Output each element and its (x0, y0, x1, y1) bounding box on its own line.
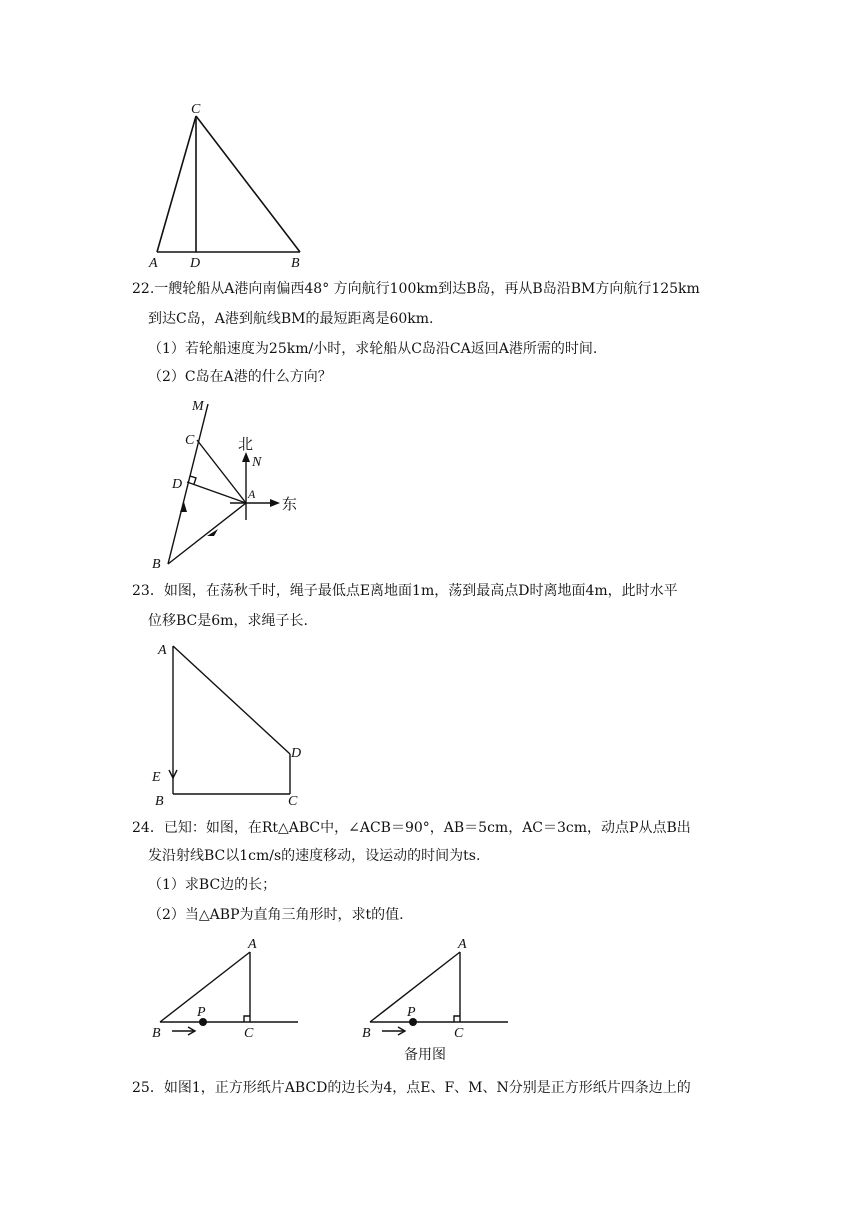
right-triangle-figure-24 (148, 934, 308, 1044)
q25-line1: 25．如图1，正方形纸片ABCD的边长为4，点E、F、M、N分别是正方形纸片四条边上的 (132, 1080, 691, 1096)
bearing-figure-22 (140, 396, 320, 572)
fig22-label-east: 东 (282, 495, 298, 513)
fig22-arrow-on-bm (180, 502, 187, 512)
fig21-side-cb (196, 116, 300, 252)
fig22-label-b: B (152, 557, 161, 572)
fig22-label-n: N (252, 455, 262, 470)
fig24b-label-c: C (454, 1026, 464, 1041)
fig24a-label-b: B (152, 1026, 161, 1041)
fig22-north-arrowhead (242, 452, 250, 462)
swing-figure-23 (140, 636, 320, 808)
fig24a-label-a: A (248, 937, 257, 952)
fig21-label-c: C (191, 102, 201, 117)
fig22-label-d: D (172, 477, 183, 492)
q23-line1: 23．如图，在荡秋千时，绳子最低点E离地面1m，荡到最高点D时离地面4m，此时水平 (132, 583, 678, 599)
fig24b-label-p: P (407, 1005, 416, 1020)
fig22-label-c: C (185, 433, 195, 448)
q22-part2: （2）C岛在A港的什么方向？ (148, 369, 332, 385)
q22-line1: 22.一艘轮船从A港向南偏西48° 方向航行100km到达B岛，再从B岛沿BM方向航行125km (132, 281, 700, 297)
fig22-label-m: M (192, 399, 204, 414)
fig21-label-d: D (190, 256, 201, 270)
q24-line2: 发沿射线BC以1cm/s的速度移动，设运动的时间为ts. (148, 848, 481, 864)
fig23-label-c: C (288, 794, 298, 808)
q24-part1: （1）求BC边的长； (148, 877, 277, 893)
fig24a-label-p: P (197, 1005, 206, 1020)
fig23-label-a: A (158, 643, 167, 658)
fig22-label-a: A (248, 487, 256, 501)
fig23-rope-ad (173, 646, 290, 754)
fig21-label-b: B (291, 256, 300, 270)
fig24a-label-c: C (244, 1026, 254, 1041)
triangle-figure-21 (140, 98, 320, 270)
spare-figure-24 (358, 934, 518, 1044)
q24-line1: 24．已知：如图，在Rt△ABC中，∠ACB＝90°，AB＝5cm，AC＝3cm，动点P从点B出 (132, 820, 691, 836)
fig21-side-ca (157, 116, 196, 252)
fig23-label-e: E (152, 770, 161, 785)
fig24b-label-a: A (458, 937, 467, 952)
fig24b-label-b: B (362, 1026, 371, 1041)
fig22-segment-ab (168, 503, 246, 564)
fig22-east-arrowhead (270, 499, 280, 507)
q22-part1: （1）若轮船速度为25km/小时，求轮船从C岛沿CA返回A港所需的时间. (148, 341, 598, 357)
fig22-label-north: 北 (238, 435, 254, 453)
q22-line2: 到达C岛，A港到航线BM的最短距离是60km. (148, 311, 434, 327)
fig24a-right-angle-mark (244, 1016, 250, 1022)
fig23-label-d: D (291, 746, 302, 761)
fig23-label-b: B (155, 794, 164, 808)
fig24b-right-angle-mark (454, 1016, 460, 1022)
fig21-label-a: A (149, 256, 158, 270)
spare-figure-caption: 备用图 (404, 1047, 446, 1063)
q23-line2: 位移BC是6m，求绳子长. (148, 613, 308, 629)
q24-part2: （2）当△ABP为直角三角形时，求t的值. (148, 907, 404, 923)
